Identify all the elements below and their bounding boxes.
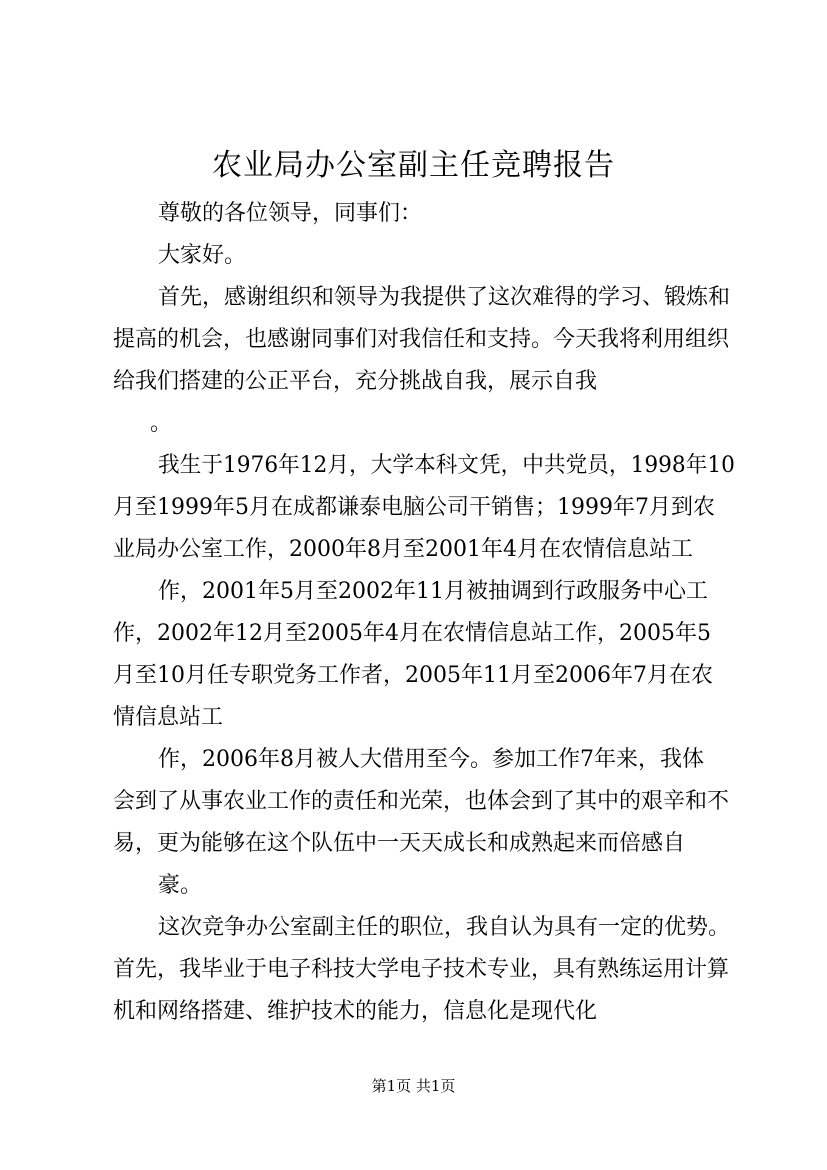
body-line: 我生于1976年12月，大学本科文凭，中共党员，1998年10 xyxy=(158,453,735,478)
body-line: 尊敬的各位领导，同事们： xyxy=(158,201,423,226)
body-line: 月至10月任专职党务工作者，2005年11月至2006年7月在农 xyxy=(113,663,713,688)
body-line: 业局办公室工作，2000年8月至2001年4月在农情信息站工 xyxy=(113,537,693,562)
body-line: 机和网络搭建、维护技术的能力，信息化是现代化 xyxy=(113,999,598,1024)
body-line: 易，更为能够在这个队伍中一天天成长和成熟起来而倍感自 xyxy=(113,831,686,856)
body-line: 大家好。 xyxy=(158,243,247,268)
body-line: 首先，感谢组织和领导为我提供了这次难得的学习、锻炼和 xyxy=(158,285,731,310)
body-line: 首先，我毕业于电子科技大学电子技术专业，具有熟练运用计算 xyxy=(113,957,730,982)
page-footer: 第1页 共1页 xyxy=(371,1077,456,1095)
body-line: 情信息站工 xyxy=(113,705,224,730)
document-title: 农业局办公室副主任竞聘报告 xyxy=(212,148,615,183)
body-line: 这次竞争办公室副主任的职位，我自认为具有一定的优势。 xyxy=(158,915,731,940)
body-line: 作，2002年12月至2005年4月在农情信息站工作，2005年5 xyxy=(113,621,711,646)
body-line: 作，2001年5月至2002年11月被抽调到行政服务中心工 xyxy=(158,579,708,604)
body-line: 。 xyxy=(150,411,173,436)
body-line: 月至1999年5月在成都谦泰电脑公司干销售；1999年7月到农 xyxy=(113,495,715,520)
body-line: 会到了从事农业工作的责任和光荣，也体会到了其中的艰辛和不 xyxy=(113,789,730,814)
body-line: 作，2006年8月被人大借用至今。参加工作7年来，我体 xyxy=(158,747,704,772)
body-line: 豪。 xyxy=(158,873,203,898)
body-line: 提高的机会，也感谢同事们对我信任和支持。今天我将利用组织 xyxy=(113,327,730,352)
body-line: 给我们搭建的公正平台，充分挑战自我，展示自我 xyxy=(113,369,598,394)
